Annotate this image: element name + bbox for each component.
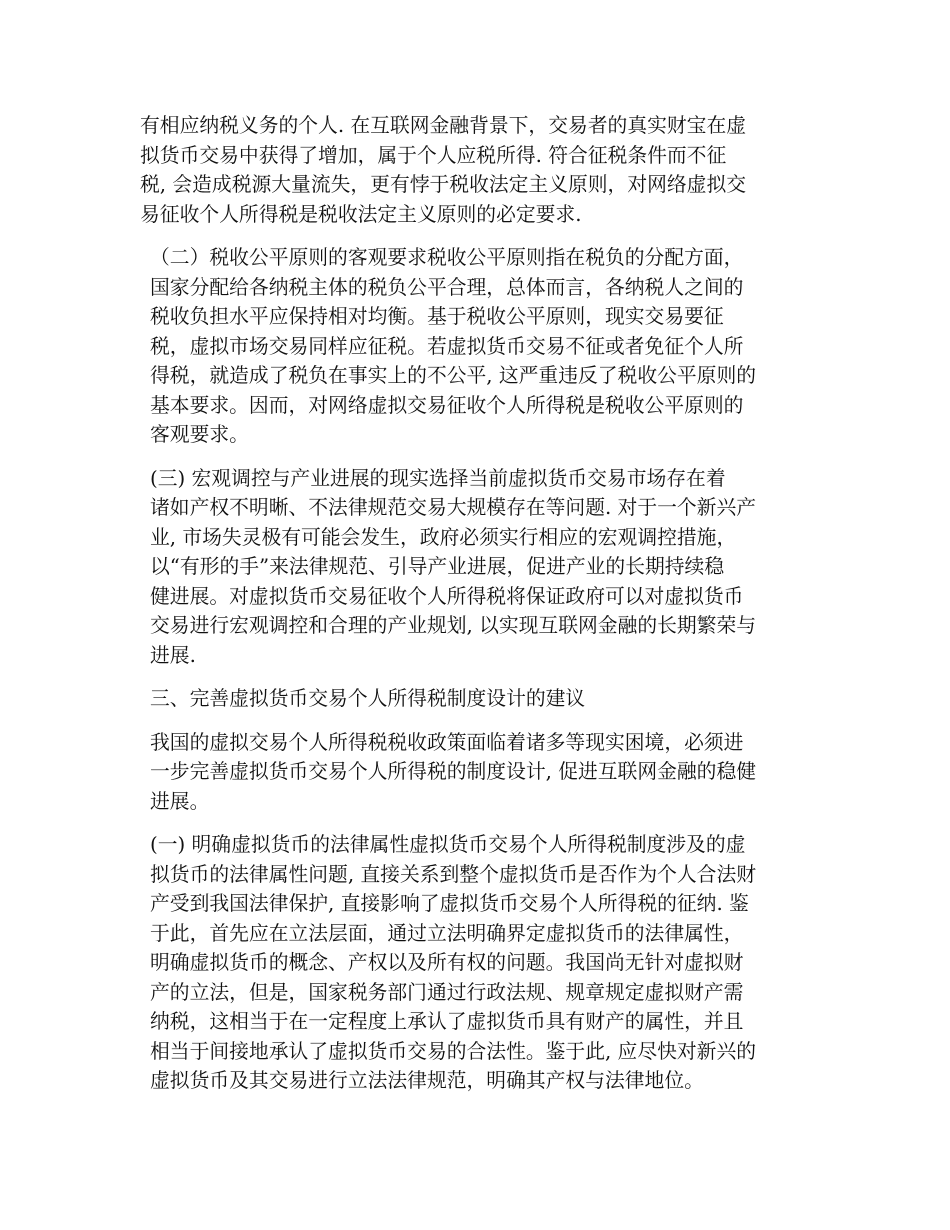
text-line: 税收负担水平应保持相对均衡。基于税收公平原则，现实交易要征 <box>150 305 724 328</box>
text-line: 三、完善虚拟货币交易个人所得税制度设计的建议 <box>150 687 586 710</box>
text-line: 虚拟货币及其交易进行立法法律规范，明确其产权与法律地位。 <box>150 1069 704 1092</box>
text-line: 基本要求。因而，对网络虚拟交易征收个人所得税是税收公平原则的 <box>150 393 744 417</box>
text-line: 诸如产权不明晰、不法律规范交易大规模存在等问题. 对于一个新兴产 <box>150 496 757 519</box>
text-line: 明确虚拟货币的概念、产权以及所有权的问题。我国尚无针对虚拟财 <box>150 951 744 974</box>
paragraph-section-intro <box>140 728 805 817</box>
text-line: 客观要求。 <box>150 423 249 446</box>
text-line: （二）税收公平原则的客观要求税收公平原则指在税负的分配方面， <box>150 246 744 269</box>
text-line: 进展。 <box>150 789 210 813</box>
paragraph-tax-fairness <box>140 243 805 450</box>
text-line: 纳税，这相当于在一定程度上承认了虚拟货币具有财产的属性，并且 <box>150 1010 744 1033</box>
text-line: 产受到我国法律保护, 直接影响了虚拟货币交易个人所得税的征纳. 鉴 <box>150 892 749 915</box>
text-line: 得税，就造成了税负在事实上的不公平, 这严重违反了税收公平原则的 <box>150 364 757 387</box>
text-line: 进展. <box>150 643 196 667</box>
text-line: 一步完善虚拟货币交易个人所得税的制度设计, 促进互联网金融的稳健 <box>150 760 757 783</box>
text-line: (一) 明确虚拟货币的法律属性虚拟货币交易个人所得税制度涉及的虚 <box>150 833 746 856</box>
text-line: 我国的虚拟交易个人所得税税收政策面临着诸多等现实困境，必须进 <box>150 730 744 754</box>
paragraph-legal-attribute <box>140 830 805 1096</box>
text-line: 相当于间接地承认了虚拟货币交易的合法性。鉴于此, 应尽快对新兴的 <box>150 1039 757 1063</box>
text-line: 业, 市场失灵极有可能会发生，政府必须实行相应的宏观调控措施， <box>150 525 737 549</box>
text-line: 交易进行宏观调控和合理的产业规划, 以实现互联网金融的长期繁荣与 <box>150 614 757 637</box>
text-line: 以“有形的手”来法律规范、引导产业进展，促进产业的长期持续稳 <box>150 555 725 578</box>
text-line: 健进展。对虚拟货币交易征收个人所得税将保证政府可以对虚拟货币 <box>150 584 744 608</box>
text-line: 国家分配给各纳税主体的税负公平合理，总体而言，各纳税人之间的 <box>150 275 744 299</box>
paragraph-macro-control <box>140 464 805 671</box>
text-line: 税, 会造成税源大量流失，更有悖于税收法定主义原则，对网络虚拟交 <box>140 173 747 196</box>
text-line: 拟货币的法律属性问题, 直接关系到整个虚拟货币是否作为个人合法财 <box>150 862 757 886</box>
section-heading <box>140 684 805 714</box>
text-line: (三) 宏观调控与产业进展的现实选择当前虚拟货币交易市场存在着 <box>150 466 726 490</box>
text-line: 易征收个人所得税是税收法定主义原则的必定要求. <box>140 202 582 226</box>
text-line: 产的立法，但是，国家税务部门通过行政法规、规章规定虚拟财产需 <box>150 980 744 1004</box>
text-line: 于此，首先应在立法层面，通过立法明确界定虚拟货币的法律属性， <box>150 921 744 945</box>
text-line: 拟货币交易中获得了增加，属于个人应税所得. 符合征税条件而不征 <box>140 143 727 167</box>
document-page <box>140 111 805 1096</box>
text-line: 有相应纳税义务的个人. 在互联网金融背景下，交易者的真实财宝在虚 <box>140 114 747 137</box>
text-line: 税，虚拟市场交易同样应征税。若虚拟货币交易不征或者免征个人所 <box>150 334 744 358</box>
paragraph-tax-legality-conclusion <box>140 111 805 229</box>
